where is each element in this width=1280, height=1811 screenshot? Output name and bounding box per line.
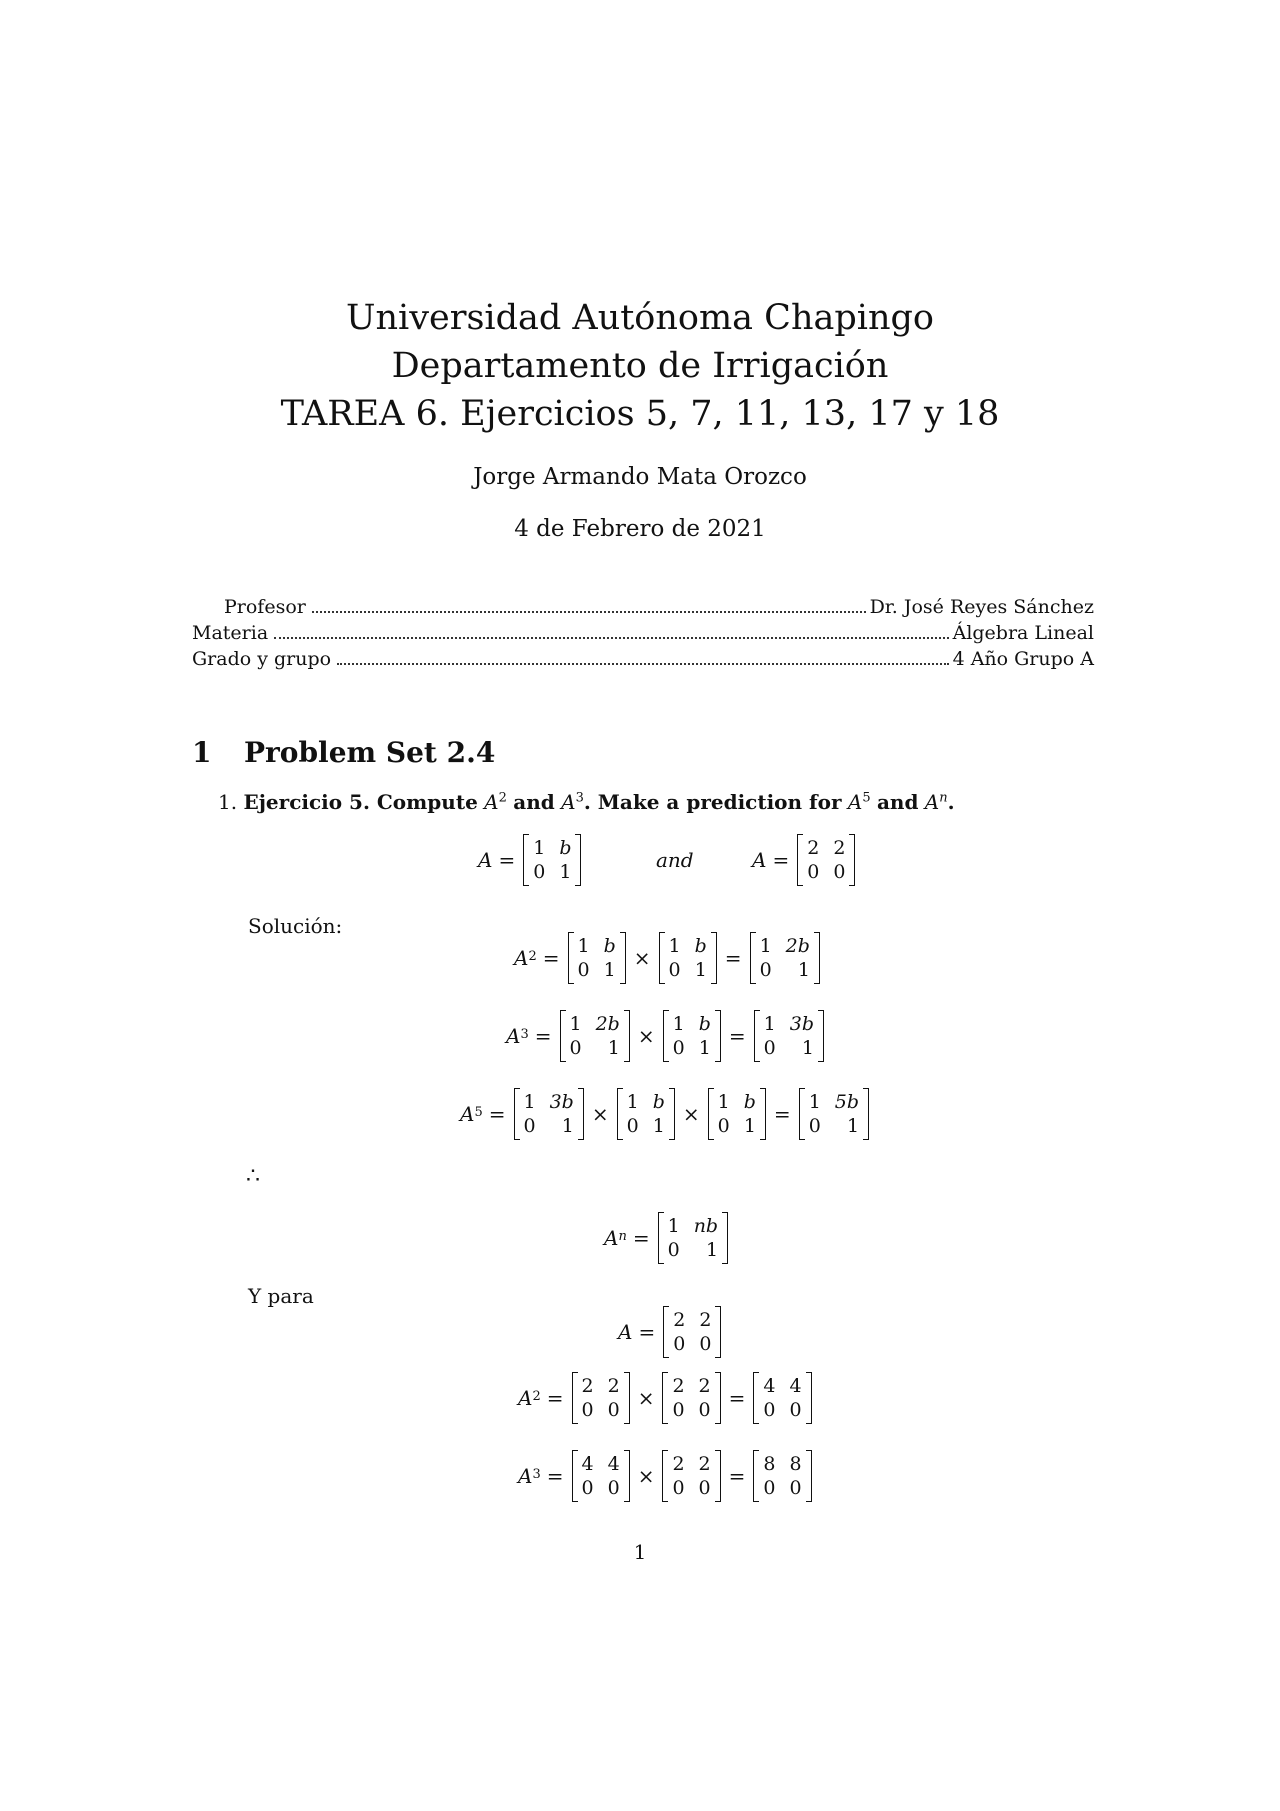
matrix [750,932,820,984]
matrix-cell: 1 [743,1115,756,1137]
section-number: 1 [192,736,212,769]
right-bracket [578,1088,584,1140]
info-value: 4 Año Grupo A [952,648,1094,670]
matrix-cell: 2 [672,1375,685,1397]
var-A: A [460,1102,475,1126]
matrix-cell: 0 [581,1477,594,1499]
matrix-cell: 1 [797,959,810,981]
matrix-cell: 0 [569,1037,582,1059]
info-row-materia [192,622,1094,644]
matrix-cell: 1 [533,837,546,859]
matrix-cell: 0 [668,959,681,981]
matrix-cell: 1 [698,1037,711,1059]
matrix-cell: 0 [667,1239,680,1261]
matrix-cell: 0 [808,1115,821,1137]
exercise-index: 1. [218,790,238,814]
matrix-cell: 2 [698,1453,711,1475]
matrix-entries [664,1212,723,1264]
author: Jorge Armando Mata Orozco [473,464,807,490]
matrix-entries [805,1088,863,1140]
equals: = [773,1102,791,1126]
matrix-cell: b [694,935,707,957]
solution-label: Solución: [248,914,343,938]
matrix-cell: 8 [789,1453,802,1475]
matrix-cell: 1 [559,861,572,883]
matrix-cell: 2 [581,1375,594,1397]
var-A: A [506,1024,521,1048]
equation-a2-second [518,1372,814,1424]
dot-leader [337,663,948,665]
exp: n [939,790,948,806]
given-matrix-2 [752,834,857,886]
equation-a2 [514,932,822,984]
matrix-cell: 1 [626,1091,639,1113]
info-label: Grado y grupo [192,648,332,670]
matrix-cell: b [603,935,616,957]
matrix-cell: 1 [846,1115,860,1137]
right-bracket [715,1306,721,1358]
matrix-cell: 1 [717,1091,730,1113]
matrix [797,834,855,886]
exp: 5 [862,790,871,806]
page-number: 1 [633,1540,647,1564]
matrix-cell: 2 [699,1309,712,1331]
matrix [523,834,581,886]
exp: 3 [520,1026,529,1042]
matrix-entries [529,834,575,886]
var-A: A [561,790,576,814]
matrix [658,1212,729,1264]
title-university: Universidad Autónoma Chapingo [346,298,934,338]
right-bracket [624,1450,630,1502]
matrix-cell: 2 [607,1375,620,1397]
right-bracket [624,1372,630,1424]
info-value: Álgebra Lineal [952,622,1094,644]
exp: 3 [532,1466,541,1482]
var-A: A [478,848,493,872]
right-bracket [715,1372,721,1424]
matrix-entries [759,1450,805,1502]
right-bracket [624,1010,630,1062]
matrix-cell: 1 [668,935,681,957]
right-bracket [806,1372,812,1424]
var-A: A [518,1464,533,1488]
matrix-cell: 1 [801,1037,815,1059]
matrix [663,1306,721,1358]
exp: 2 [532,1388,541,1404]
exp: 2 [528,948,537,964]
matrix [708,1088,766,1140]
exercise-prediction: . Make a prediction for [583,790,842,814]
matrix [568,932,626,984]
matrix-cell: 1 [603,959,616,981]
title-department: Departamento de Irrigación [391,346,889,386]
var-A: A [484,790,499,814]
matrix-cell: nb [693,1215,719,1237]
equation-a3 [506,1010,826,1062]
date: 4 de Febrero de 2021 [514,516,766,542]
times: × [591,1102,609,1126]
right-bracket [814,932,820,984]
equals: = [498,848,516,872]
equals: = [534,1024,552,1048]
var-A: A [847,790,863,814]
equals: = [638,1320,656,1344]
matrix [572,1450,630,1502]
matrix-cell: 0 [607,1477,620,1499]
var-A: A [604,1226,619,1250]
equation-a-second [618,1306,723,1358]
var-A: A [514,946,529,970]
equation-an [604,1212,730,1264]
title-assignment: TAREA 6. Ejercicios 5, 7, 11, 13, 17 y 18 [280,394,1000,434]
matrix-entries [756,932,814,984]
given-matrix-1 [478,834,583,886]
right-bracket [711,932,717,984]
matrix-cell: 2 [672,1453,685,1475]
exp: 5 [474,1104,483,1120]
info-label: Materia [192,622,269,644]
y-para-label: Y para [248,1284,314,1308]
matrix [663,1010,721,1062]
matrix-entries [759,1372,805,1424]
exp: 3 [575,790,584,806]
matrix-cell: 0 [763,1477,776,1499]
right-bracket [722,1212,728,1264]
matrix [753,1372,811,1424]
matrix-cell: 0 [789,1477,802,1499]
var-A: A [752,848,767,872]
equals: = [546,1464,564,1488]
matrix [617,1088,675,1140]
equation-a3-second [518,1450,814,1502]
matrix-cell: 0 [698,1477,711,1499]
matrix-entries [760,1010,818,1062]
matrix-cell: 3b [549,1091,574,1113]
matrix-cell: 2b [595,1013,620,1035]
matrix-cell: 0 [717,1115,730,1137]
matrix-cell: 3b [789,1013,815,1035]
matrix-cell: 1 [569,1013,582,1035]
matrix-cell: b [743,1091,756,1113]
exp: n [618,1228,627,1244]
equals: = [546,1386,564,1410]
matrix-cell: 0 [626,1115,639,1137]
matrix-cell: 2 [698,1375,711,1397]
matrix-cell: 0 [698,1399,711,1421]
matrix-cell: 1 [808,1091,821,1113]
matrix-cell: 8 [763,1453,776,1475]
matrix-entries [668,1372,714,1424]
matrix-cell: 2 [833,837,846,859]
matrix [662,1450,720,1502]
exercise-statement [218,790,955,814]
matrix-cell: 0 [672,1037,685,1059]
matrix-entries [578,1450,624,1502]
right-bracket [715,1450,721,1502]
equals: = [772,848,790,872]
matrix-cell: 1 [763,1013,776,1035]
matrix-entries [669,1306,715,1358]
equation-a5 [460,1088,871,1140]
matrix-cell: 0 [672,1477,685,1499]
equals: = [632,1226,650,1250]
matrix-cell: b [559,837,572,859]
matrix-cell: 1 [577,935,590,957]
matrix-cell: 0 [523,1115,536,1137]
var-A: A [518,1386,533,1410]
matrix-cell: 0 [763,1399,776,1421]
times: × [633,946,651,970]
matrix-entries [803,834,849,886]
matrix-cell: 5b [834,1091,860,1113]
info-label: Profesor [224,596,306,618]
matrix [754,1010,824,1062]
matrix-cell: 2 [807,837,820,859]
matrix [572,1372,630,1424]
dot-leader [312,611,866,613]
matrix-cell: 0 [759,959,772,981]
matrix-cell: 2b [785,935,810,957]
times: × [637,1024,655,1048]
matrix-cell: 2 [673,1309,686,1331]
times: × [682,1102,700,1126]
var-A: A [618,1320,633,1344]
matrix-cell: 0 [699,1333,712,1355]
matrix-entries [520,1088,578,1140]
matrix-cell: 1 [706,1239,719,1261]
matrix [662,1372,720,1424]
matrix [514,1088,584,1140]
matrix-entries [665,932,711,984]
matrix-entries [669,1010,715,1062]
matrix-cell: 0 [807,861,820,883]
matrix-cell: 4 [763,1375,776,1397]
matrix-cell: 4 [581,1453,594,1475]
matrix-cell: 4 [789,1375,802,1397]
matrix-cell: 1 [561,1115,574,1137]
matrix-entries [714,1088,760,1140]
matrix [753,1450,811,1502]
equals: = [724,946,742,970]
equals: = [728,1464,746,1488]
matrix-cell: b [698,1013,711,1035]
info-row-profesor [224,596,1094,618]
matrix-cell: b [652,1091,665,1113]
equals: = [488,1102,506,1126]
matrix-cell: 1 [694,959,707,981]
matrix-entries [566,1010,624,1062]
exercise-end: . [947,790,955,814]
var-A: A [924,790,940,814]
info-row-grado [192,648,1094,670]
exercise-and: and [513,790,555,814]
right-bracket [620,932,626,984]
right-bracket [575,834,581,886]
times: × [637,1464,655,1488]
matrix-cell: 1 [672,1013,685,1035]
matrix [799,1088,869,1140]
right-bracket [669,1088,675,1140]
dot-leader [274,637,948,639]
matrix-cell: 1 [759,935,772,957]
exp: 2 [498,790,507,806]
section-heading [192,736,495,769]
matrix-entries [574,932,620,984]
matrix-cell: 0 [672,1399,685,1421]
matrix-cell: 1 [607,1037,620,1059]
matrix-cell: 1 [667,1215,680,1237]
exercise-and2: and [876,790,919,814]
matrix-cell: 0 [577,959,590,981]
matrix-entries [668,1450,714,1502]
section-title: Problem Set 2.4 [244,736,496,769]
matrix-cell: 0 [533,861,546,883]
right-bracket [760,1088,766,1140]
right-bracket [818,1010,824,1062]
info-value: Dr. José Reyes Sánchez [869,596,1094,618]
matrix-cell: 4 [607,1453,620,1475]
matrix-entries [623,1088,669,1140]
right-bracket [715,1010,721,1062]
matrix [560,1010,630,1062]
matrix-cell: 0 [833,861,846,883]
matrix [659,932,717,984]
equals: = [728,1024,746,1048]
matrix-cell: 1 [652,1115,665,1137]
matrix-cell: 0 [763,1037,776,1059]
matrix-cell: 0 [673,1333,686,1355]
matrix-cell: 0 [607,1399,620,1421]
equals: = [728,1386,746,1410]
matrix-cell: 0 [581,1399,594,1421]
equals: = [542,946,560,970]
right-bracket [806,1450,812,1502]
matrix-entries [578,1372,624,1424]
and-word: and [656,848,694,872]
matrix-cell: 0 [789,1399,802,1421]
matrix-cell: 1 [523,1091,536,1113]
times: × [637,1386,655,1410]
right-bracket [863,1088,869,1140]
exercise-intro: Ejercicio 5. Compute [243,790,478,814]
therefore-symbol: ∴ [246,1164,260,1189]
right-bracket [849,834,855,886]
